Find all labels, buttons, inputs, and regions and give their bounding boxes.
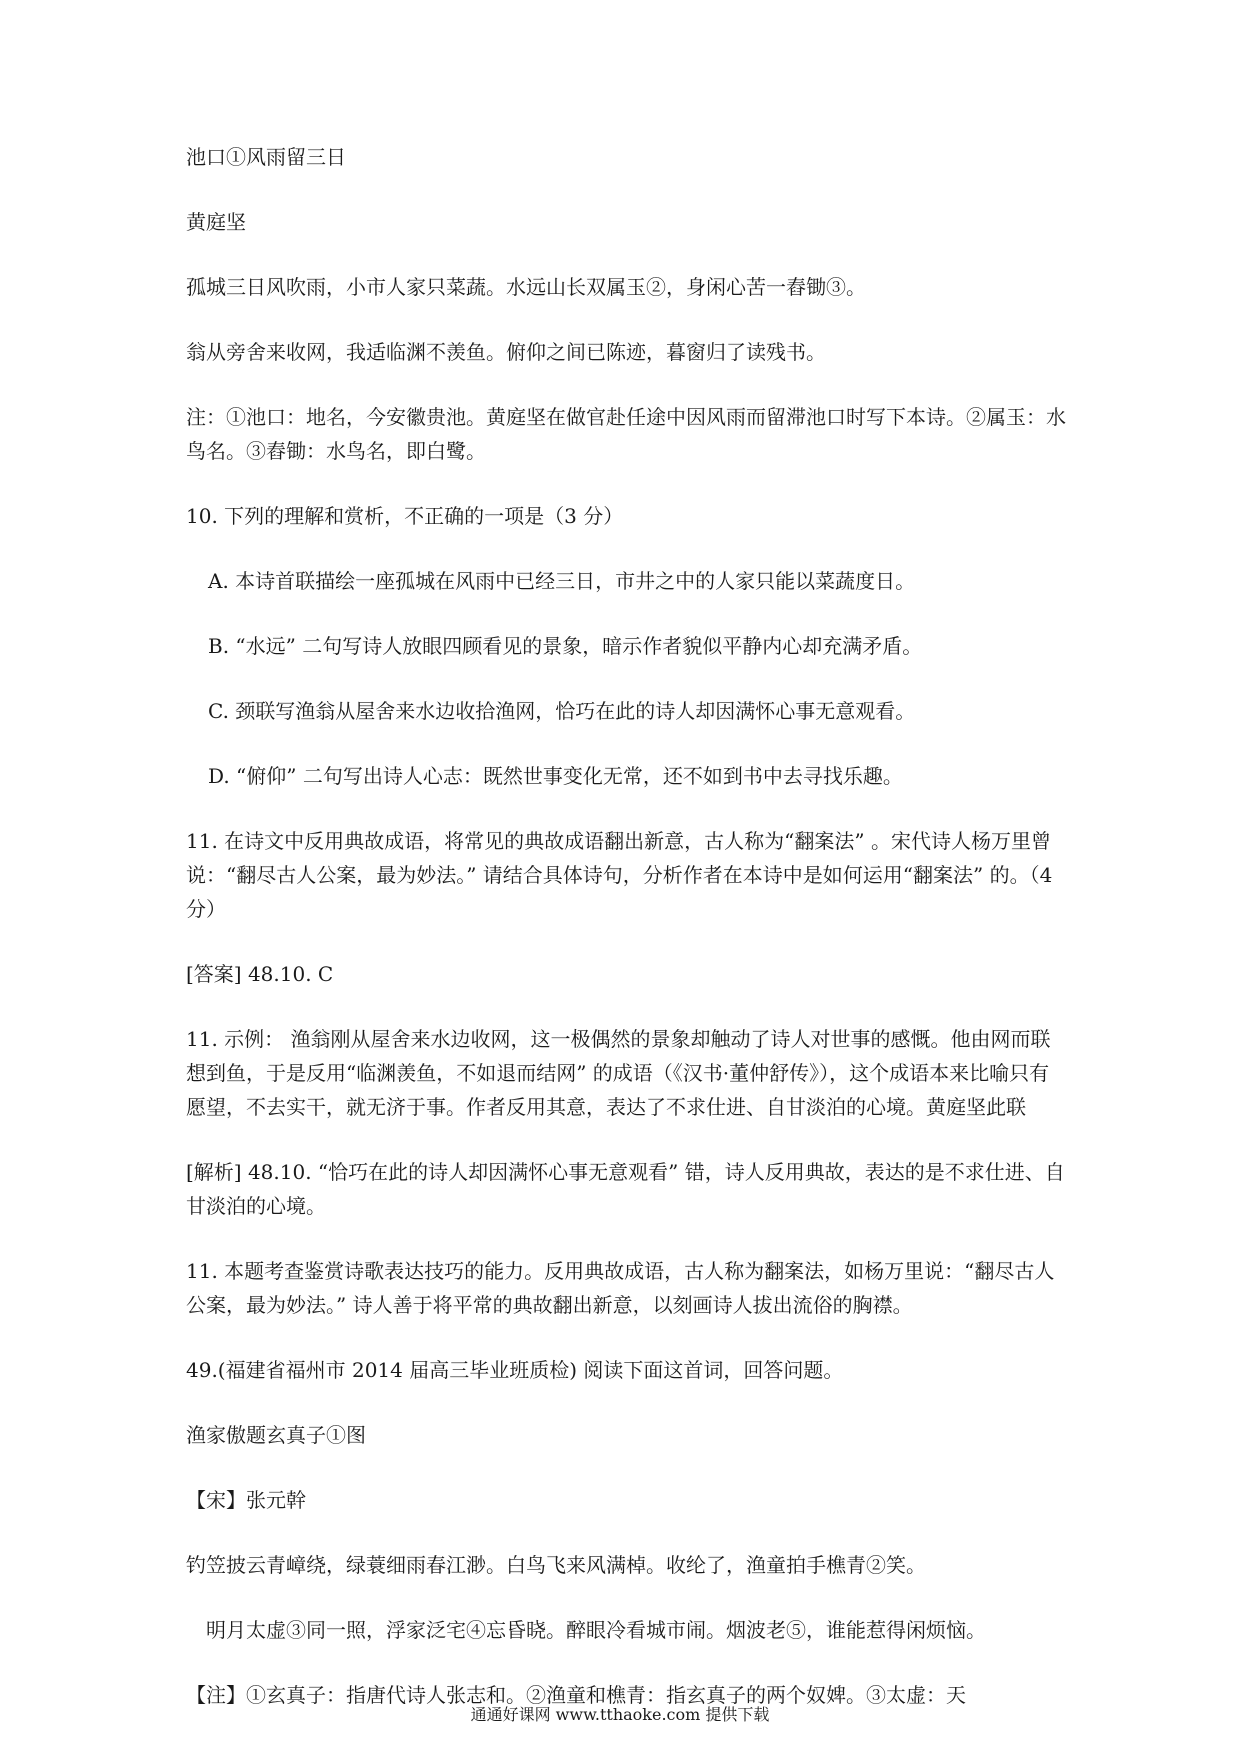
answer-line: [答案] 48.10. C [186,962,334,986]
analysis-line: [解析] 48.10. “恰巧在此的诗人却因满怀心事无意观看” 错，诗人反用典故，表达的是不求仕进、自甘淡泊的心境。 [186,1160,1065,1218]
answer-11-example: 11. 示例： 渔翁刚从屋舍来水边收网，这一极偶然的景象却触动了诗人对世事的感慨。他由网而联想到鱼，于是反用“临渊羡鱼，不如退而结网” 的成语（《汉书·董仲舒传》），这个成语本来比喻只有愿望，不去实干，就无济于事。作者反用其意，表达了不求仕进、自甘淡泊的心境。黄庭坚此联 [186,1027,1051,1119]
poem2-line-1: 钓笠披云青嶂绕，绿蓑细雨春江渺。白鸟飞来风满棹。收纶了，渔童拍手樵青②笑。 [186,1553,926,1577]
question-11-stem: 11. 在诗文中反用典故成语，将常见的典故成语翻出新意，古人称为“翻案法” 。宋代诗人杨万里曾说：“翻尽古人公案，最为妙法。” 请结合具体诗句，分析作者在本诗中是如何运用“翻案法” 的。（4 分） [186,829,1053,921]
poem-line-2: 翁从旁舍来收网，我适临渊不羡鱼。俯仰之间已陈迹，暮窗归了读残书。 [186,340,826,364]
poem-note: 注：①池口：地名，今安徽贵池。黄庭坚在做官赴任途中因风雨而留滞池口时写下本诗。②属玉：水鸟名。③舂锄：水鸟名，即白鹭。 [186,405,1066,463]
document-body [186,140,1066,1743]
poem2-title: 渔家傲题玄真子①图 [186,1423,366,1447]
question-10-option-c: C. 颈联写渔翁从屋舍来水边收拾渔网，恰巧在此的诗人却因满怀心事无意观看。 [208,699,916,723]
poem-title: 池口①风雨留三日 [186,145,346,169]
poem-line-1: 孤城三日风吹雨，小市人家只菜蔬。水远山长双属玉②，身闲心苦一舂锄③。 [186,275,866,299]
poem-author: 黄庭坚 [186,210,246,234]
poem2-author: 【宋】张元幹 [186,1488,306,1512]
analysis-11: 11. 本题考查鉴赏诗歌表达技巧的能力。反用典故成语，古人称为翻案法，如杨万里说：“翻尽古人公案，最为妙法。” 诗人善于将平常的典故翻出新意，以刻画诗人拔出流俗的胸襟。 [186,1259,1055,1317]
question-10-option-a: A. 本诗首联描绘一座孤城在风雨中已经三日，市井之中的人家只能以菜蔬度日。 [208,569,916,593]
page-footer: 通通好课网 www.tthaoke.com 提供下载 [470,1705,770,1724]
question-10-stem: 10. 下列的理解和赏析，不正确的一项是（3 分） [186,504,624,528]
question-10-option-d: D. “俯仰” 二句写出诗人心志：既然世事变化无常，还不如到书中去寻找乐趣。 [208,764,903,788]
poem2-note: 【注】①玄真子：指唐代诗人张志和。②渔童和樵青：指玄真子的两个奴婢。③太虚：天 [186,1683,966,1707]
poem2-line-2: 明月太虚③同一照，浮家泛宅④忘昏晓。醉眼冷看城市闹。烟波老⑤，谁能惹得闲烦恼。 [206,1618,986,1642]
question-10-option-b: B. “水远” 二句写诗人放眼四顾看见的景象，暗示作者貌似平静内心却充满矛盾。 [208,634,923,658]
question-49-intro: 49.(福建省福州市 2014 届高三毕业班质检) 阅读下面这首词，回答问题。 [186,1358,844,1382]
